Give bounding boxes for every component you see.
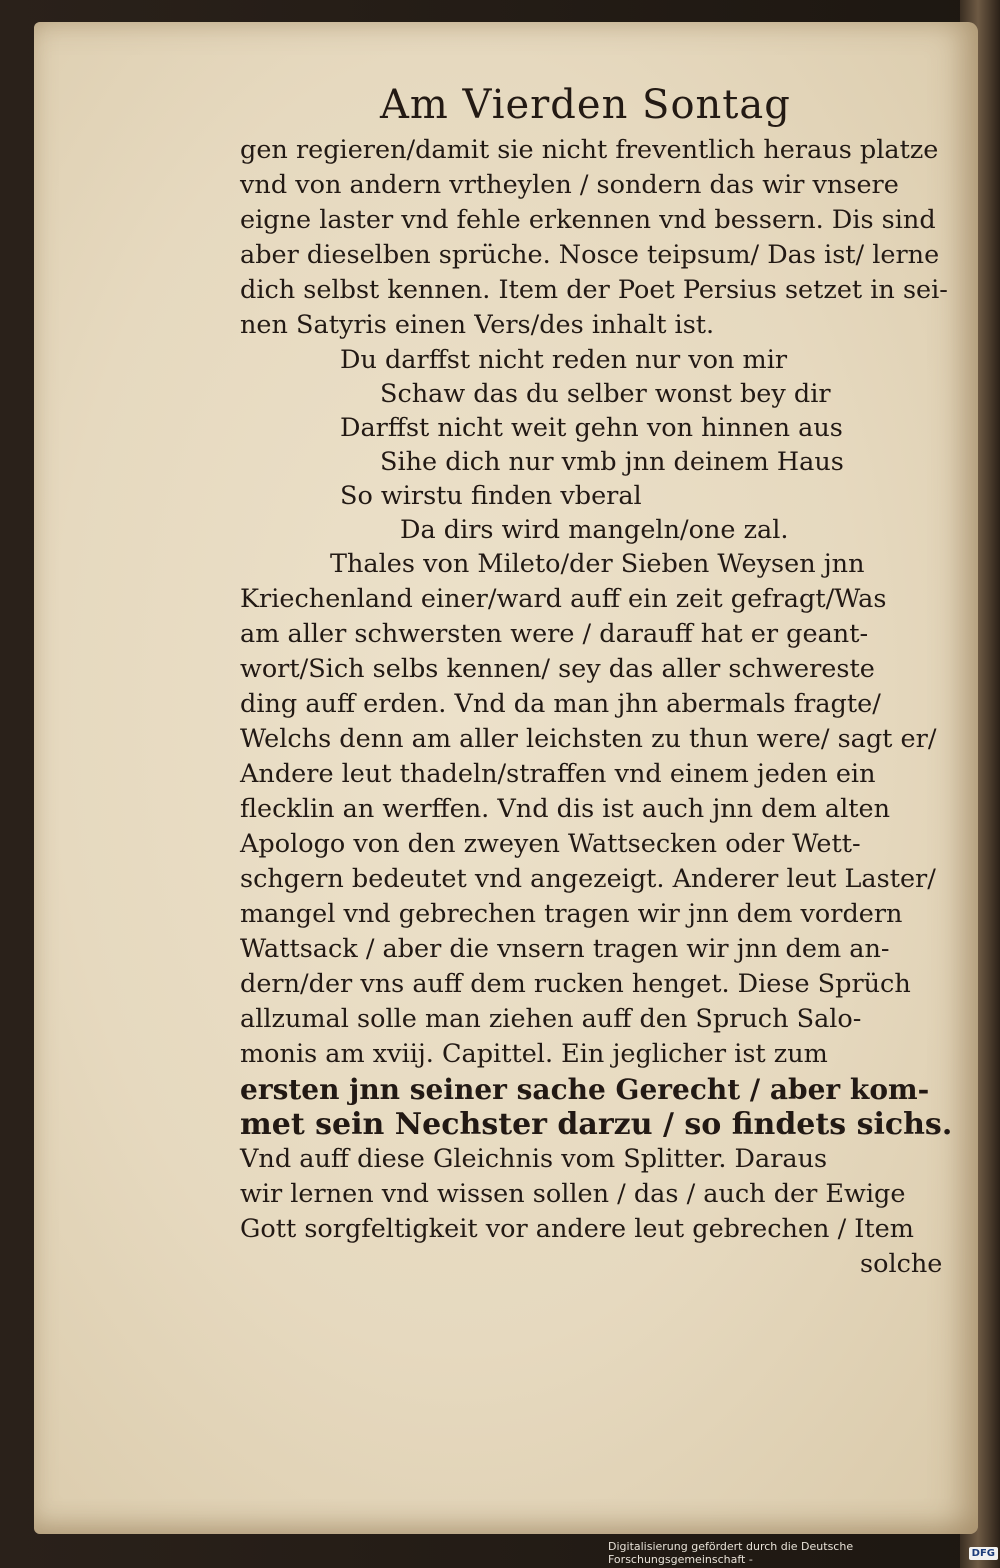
text-line: dern/der vns auff dem rucken henget. Diese Sprüch: [240, 969, 911, 999]
dfg-logo: DFG: [969, 1547, 998, 1560]
text-line: Gott sorgfeltigkeit vor andere leut gebrechen / Item: [240, 1214, 914, 1244]
text-line: met sein Nechster darzu / so findets sichs.: [240, 1107, 953, 1142]
text-line: Welchs denn am aller leichsten zu thun were/ sagt er/: [240, 724, 937, 754]
credit-text: Digitalisierung gefördert durch die Deutsche Forschungsgemeinschaft -: [608, 1540, 854, 1566]
text-line: Wattsack / aber die vnsern tragen wir jnn dem an-: [240, 934, 890, 964]
text-line: Apologo von den zweyen Wattsecken oder Wett-: [240, 829, 861, 859]
verse-line: Schaw das du selber wonst bey dir: [380, 379, 831, 409]
text-line: nen Satyris einen Vers/des inhalt ist.: [240, 310, 715, 340]
text-line: schgern bedeutet vnd angezeigt. Anderer leut Laster/: [240, 864, 936, 894]
verse-line: Sihe dich nur vmb jnn deinem Haus: [380, 447, 844, 477]
text-line: ding auff erden. Vnd da man jhn abermals fragte/: [240, 689, 881, 719]
text-line: wir lernen vnd wissen sollen / das / auch der Ewige: [240, 1179, 906, 1209]
verse-line: Darffst nicht weit gehn von hinnen aus: [340, 413, 843, 443]
verse-line: Du darffst nicht reden nur von mir: [340, 345, 788, 375]
text-line: Vnd auff diese Gleichnis vom Splitter. Daraus: [240, 1144, 828, 1174]
text-line: wort/Sich selbs kennen/ sey das aller schwereste: [240, 654, 875, 684]
text-line: flecklin an werffen. Vnd dis ist auch jnn dem alten: [240, 794, 891, 824]
verse-line: Da dirs wird mangeln/one zal.: [400, 515, 789, 545]
text-line: solche: [860, 1249, 943, 1279]
digitization-credit: [608, 1540, 998, 1566]
text-line: aber dieselben sprüche. Nosce teipsum/ Das ist/ lerne: [240, 240, 940, 270]
text-line: Kriechenland einer/ward auff ein zeit gefragt/Was: [240, 584, 887, 614]
text-line: dich selbst kennen. Item der Poet Persius setzet in sei-: [240, 275, 948, 305]
verse-line: So wirstu finden vberal: [340, 481, 642, 511]
text-line: gen regieren/damit sie nicht freventlich heraus platze: [240, 135, 939, 165]
text-line: monis am xviij. Capittel. Ein jeglicher ist zum: [240, 1039, 828, 1069]
text-line: Thales von Mileto/der Sieben Weysen jnn: [330, 549, 865, 579]
page-text: [240, 133, 958, 1282]
text-line: Andere leut thadeln/straffen vnd einem jeden ein: [240, 759, 876, 789]
text-line: ersten jnn seiner sache Gerecht / aber kom-: [240, 1073, 930, 1106]
text-line: mangel vnd gebrechen tragen wir jnn dem vordern: [240, 899, 903, 929]
text-line: allzumal solle man ziehen auff den Spruch Salo-: [240, 1004, 862, 1034]
text-line: am aller schwersten were / darauff hat er geant-: [240, 619, 869, 649]
text-line: vnd von andern vrtheylen / sondern das wir vnsere: [240, 170, 899, 200]
running-head: Am Vierden Sontag: [380, 82, 791, 128]
text-line: eigne laster vnd fehle erkennen vnd bessern. Dis sind: [240, 205, 936, 235]
